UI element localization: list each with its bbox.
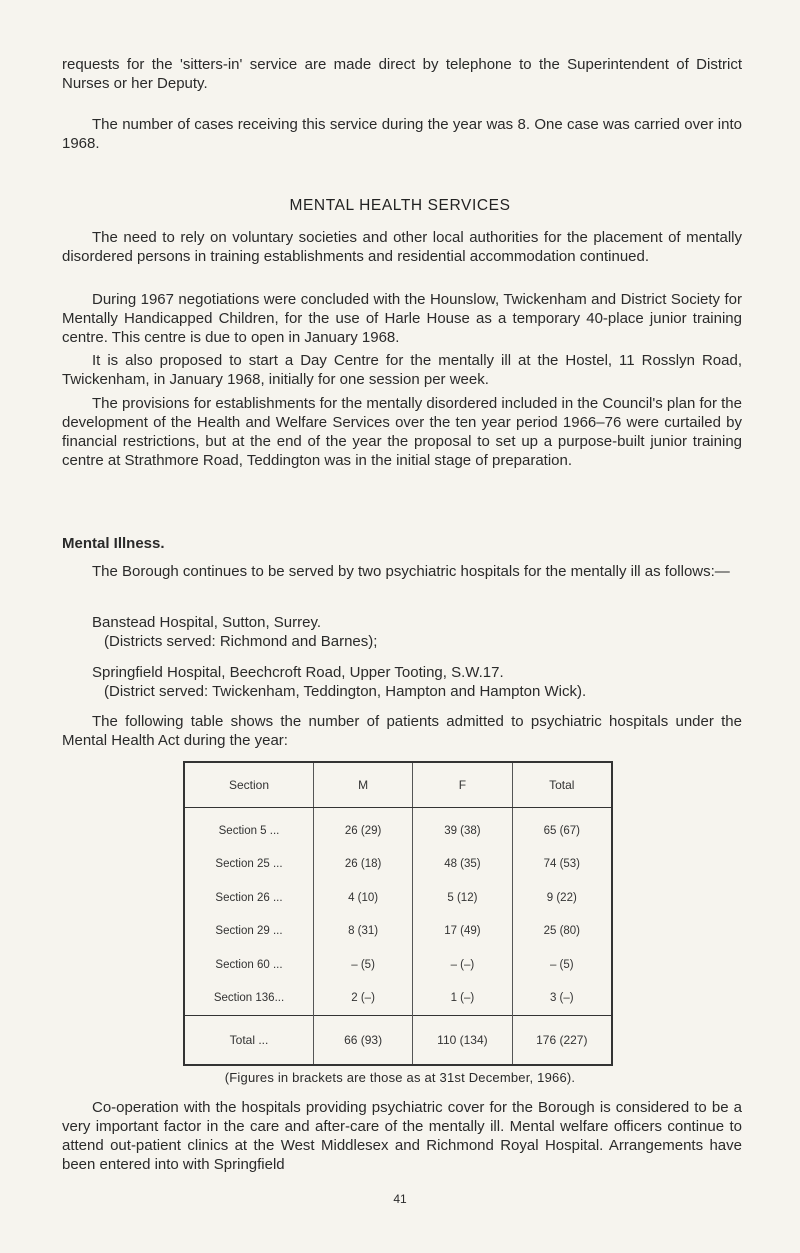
cell-section: Section 29 ... [215, 925, 283, 938]
hospital-2-districts: (District served: Twickenham, Teddington, Hampton and Hampton Wick). [104, 683, 587, 700]
paragraph-borough-served: The Borough continues to be served by two psychiatric hospitals for the mentally ill as follows:— [92, 563, 730, 580]
cell-total: 176 (227) [512, 1016, 612, 1066]
paragraph-table-intro: The following table shows the number of patients admitted to psychiatric hospitals under the Mental Health Act during the year: [62, 713, 742, 749]
cell-section: Section 60 ... [215, 958, 283, 971]
page-number: 41 [393, 1192, 407, 1206]
cell-total: 25 (80) [512, 915, 612, 949]
paragraph-negotiations: During 1967 negotiations were concluded with the Hounslow, Twickenham and District Society for Mentally Handicapped Children, for the use of Harle House as a temporary 40-place junior training centre. This centre is due to open in January 1968. [62, 291, 742, 346]
table-total-row [184, 1016, 612, 1066]
paragraph-day-centre: It is also proposed to start a Day Centre for the mentally ill at the Hostel, 11 Rosslyn Road, Twickenham, in January 1968, initially for one session per week. [62, 352, 742, 388]
cell-m: 8 (31) [313, 915, 412, 949]
cell-f: 110 (134) [413, 1016, 512, 1066]
table-row [184, 881, 612, 915]
cell-section: Total ... [184, 1016, 313, 1066]
table-row [184, 848, 612, 882]
hospital-2-name: Springfield Hospital, Beechcroft Road, Upper Tooting, S.W.17. [92, 664, 504, 681]
paragraph-voluntary-societies: The need to rely on voluntary societies and other local authorities for the placement of mentally disordered persons in training establishments and residential accommodation continued. [62, 229, 742, 265]
cell-total: 3 (–) [512, 982, 612, 1016]
hospital-1-name: Banstead Hospital, Sutton, Surrey. [92, 614, 322, 631]
header-section: Section [184, 762, 313, 808]
paragraph-cases: The number of cases receiving this service during the year was 8. One case was carried over into 1968. [62, 116, 742, 152]
hospital-1-districts: (Districts served: Richmond and Barnes); [104, 633, 378, 650]
cell-total: – (5) [512, 948, 612, 982]
cell-f: – (–) [413, 948, 512, 982]
header-m: M [313, 762, 412, 808]
cell-m: 26 (29) [313, 808, 412, 848]
cell-f: 17 (49) [413, 915, 512, 949]
paragraph-sitters-in: requests for the 'sitters-in' service are made direct by telephone to the Superintendent of District Nurses or her Deputy. [62, 56, 742, 92]
table-row [184, 982, 612, 1016]
section-heading: MENTAL HEALTH SERVICES [289, 197, 511, 214]
header-f: F [413, 762, 512, 808]
admissions-table [183, 761, 613, 1066]
cell-section: Section 26 ... [215, 891, 283, 904]
cell-section: Section 25 ... [215, 858, 283, 871]
cell-total: 74 (53) [512, 848, 612, 882]
table-row [184, 808, 612, 848]
table-footnote: (Figures in brackets are those as at 31st December, 1966). [224, 1070, 576, 1085]
cell-m: 4 (10) [313, 881, 412, 915]
cell-m: 26 (18) [313, 848, 412, 882]
cell-f: 1 (–) [413, 982, 512, 1016]
header-total: Total [512, 762, 612, 808]
cell-f: 48 (35) [413, 848, 512, 882]
cell-m: 66 (93) [313, 1016, 412, 1066]
subheading-mental-illness: Mental Illness. [62, 535, 165, 552]
paragraph-co-operation: Co-operation with the hospitals providing psychiatric cover for the Borough is considered to be a very important factor in the care and after-care of the mentally ill. Mental welfare officers continue to attend out-patient clinics at the West Middlesex and Richmond Royal Hospital. Arrangements have been entered into with Springfield [62, 1099, 742, 1173]
cell-m: – (5) [313, 948, 412, 982]
cell-section: Section 5 ... [218, 824, 280, 837]
cell-m: 2 (–) [313, 982, 412, 1016]
cell-total: 9 (22) [512, 881, 612, 915]
table-row [184, 948, 612, 982]
table-row [184, 915, 612, 949]
cell-f: 39 (38) [413, 808, 512, 848]
paragraph-provisions: The provisions for establishments for the mentally disordered included in the Council's plan for the development of the Health and Welfare Services over the ten year period 1966–76 were curtailed by financial restrictions, but at the end of the year the proposal to set up a purpose-built junior training centre at Strathmore Road, Teddington was in the initial stage of preparation. [62, 395, 742, 469]
cell-total: 65 (67) [512, 808, 612, 848]
cell-f: 5 (12) [413, 881, 512, 915]
table-header-row [184, 762, 612, 808]
cell-section: Section 136... [213, 992, 285, 1005]
